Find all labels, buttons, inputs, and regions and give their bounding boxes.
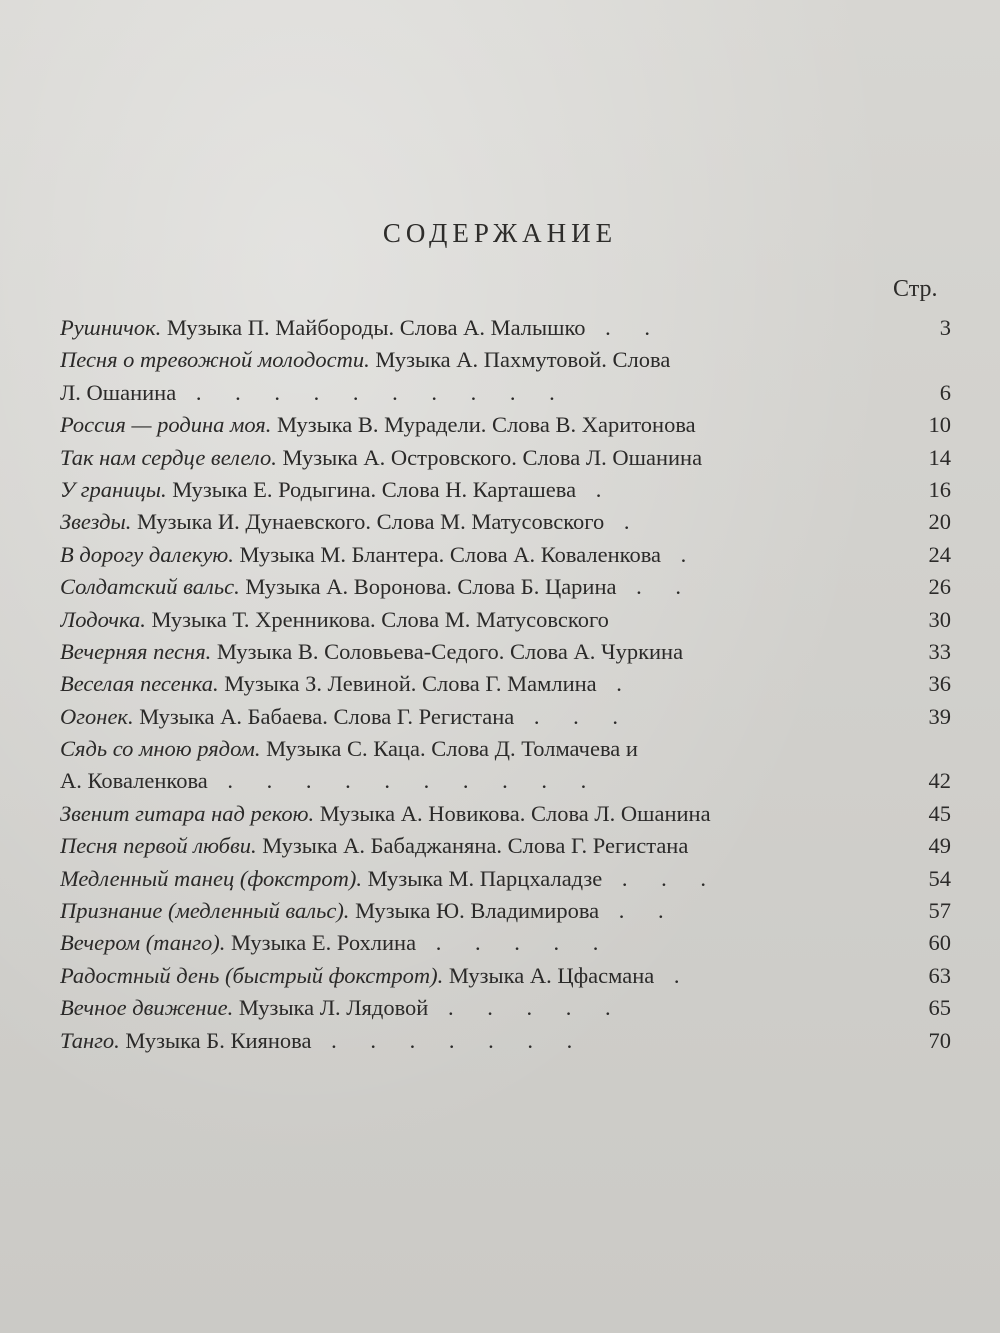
song-credits: Музыка М. Блантера. Слова А. Коваленкова (233, 541, 662, 567)
song-title: Огонек. (60, 703, 134, 729)
leader-dots: . . (599, 898, 678, 924)
page-number: 26 (928, 574, 951, 600)
contents-heading: СОДЕРЖАНИЕ (382, 218, 618, 248)
toc-entry-line (60, 1025, 900, 1057)
page-number: 33 (928, 638, 951, 664)
toc-entry-line (60, 474, 900, 506)
toc-entry (0, 442, 1000, 474)
page-number: 70 (928, 1027, 951, 1053)
page-number: 30 (928, 606, 951, 632)
toc-entry-line (60, 863, 900, 895)
leader-dots: . (596, 671, 636, 697)
toc-entry-line (60, 960, 900, 992)
song-credits: Музыка И. Дунаевского. Слова М. Матусовского (131, 509, 605, 535)
page-number: 60 (928, 930, 951, 956)
toc-entry-line (60, 668, 900, 700)
toc-entry-line (60, 312, 900, 344)
song-credits: Музыка А. Пахмутовой. Слова (369, 347, 671, 373)
song-title: Признание (медленный вальс). (60, 898, 350, 924)
song-title: Радостный день (быстрый фокстрот). (60, 962, 444, 988)
song-title: Так нам сердце велело. (60, 444, 277, 470)
song-title: Вечерняя песня. (60, 638, 212, 664)
page-number: 36 (928, 671, 951, 697)
page-number: 20 (928, 509, 951, 535)
song-credits: Музыка Л. Лядовой (233, 995, 429, 1021)
song-title: Рушничок. (60, 315, 162, 340)
toc-entry (0, 733, 1000, 798)
toc-entry (0, 992, 1000, 1024)
toc-entry-continuation (60, 377, 900, 409)
song-title: Вечером (танго). (60, 930, 226, 956)
song-title: Звенит гитара над рекою. (60, 800, 315, 826)
leader-dots: . (604, 509, 644, 535)
toc-entry (0, 668, 1000, 700)
page-number: 10 (928, 412, 951, 438)
leader-dots: . . . . . . . . . . (176, 379, 569, 405)
toc-entry-line (60, 733, 900, 765)
song-credits: Музыка А. Бабаева. Слова Г. Регистана (133, 703, 515, 729)
song-credits: Музыка А. Островского. Слова Л. Ошанина (276, 444, 703, 470)
song-credits: Музыка М. Парцхаладзе (362, 865, 603, 891)
leader-dots: . . . . . (428, 995, 625, 1021)
song-title: Солдатский вальс. (60, 574, 240, 600)
toc-entry (0, 636, 1000, 668)
page-number: 49 (928, 833, 951, 859)
toc-entry-line (60, 344, 900, 376)
toc-entry (0, 701, 1000, 733)
table-of-contents (0, 312, 1000, 1057)
song-credits: Музыка А. Цфасмана (443, 962, 655, 988)
page-number: 42 (928, 768, 951, 794)
toc-entry-line (60, 701, 900, 733)
toc-entry (0, 927, 1000, 959)
leader-dots: . (576, 476, 616, 502)
song-credits: Музыка Ю. Владимирова (349, 898, 600, 924)
leader-dots: . . . . . . . . . . (207, 768, 601, 794)
toc-entry (0, 960, 1000, 992)
page-number: 16 (928, 476, 951, 502)
song-title: Россия — родина моя. (60, 412, 272, 438)
toc-entry-line (60, 604, 900, 636)
page-number: 65 (928, 995, 951, 1021)
song-credits: Музыка С. Каца. Слова Д. Толмачева и (260, 736, 638, 762)
toc-entry (0, 895, 1000, 927)
toc-entry (0, 863, 1000, 895)
page-number: 54 (928, 865, 951, 891)
toc-entry (0, 312, 1000, 344)
song-credits: Музыка А. Воронова. Слова Б. Царина (239, 574, 617, 600)
page-number: 14 (928, 444, 951, 470)
toc-entry (0, 571, 1000, 603)
page-number: 6 (939, 379, 951, 405)
toc-entry (0, 506, 1000, 538)
song-title: Танго. (60, 1027, 120, 1053)
toc-entry (0, 604, 1000, 636)
page-number: 39 (928, 703, 951, 729)
song-credits: Музыка А. Новикова. Слова Л. Ошанина (314, 800, 711, 826)
song-title: Песня о тревожной молодости. (60, 347, 370, 373)
toc-entry (0, 474, 1000, 506)
toc-entry (0, 539, 1000, 571)
song-title: Звезды. (60, 509, 132, 535)
toc-entry-line (60, 798, 900, 830)
toc-entry-line (60, 409, 900, 441)
song-title: Медленный танец (фокстрот). (60, 865, 363, 891)
leader-dots: . . . (514, 703, 632, 729)
leader-dots: . . . . . (416, 930, 613, 956)
page-number: 57 (928, 898, 951, 924)
song-title: Веселая песенка. (60, 671, 219, 697)
leader-dots: . . (585, 315, 665, 340)
song-credits: Музыка Б. Киянова (119, 1027, 312, 1053)
toc-entry (0, 798, 1000, 830)
song-title: В дорогу далекую. (60, 541, 234, 567)
song-credits: Музыка В. Мурадели. Слова В. Харитонова (271, 412, 696, 438)
toc-entry-line (60, 636, 900, 668)
song-title: Вечное движение. (60, 995, 234, 1021)
toc-entry-line (60, 442, 900, 474)
toc-entry-line (60, 571, 900, 603)
leader-dots: . . . . . . . (311, 1027, 587, 1053)
leader-dots: . . (616, 574, 696, 600)
page-column-label: Стр. (893, 276, 938, 302)
toc-entry (0, 344, 1000, 409)
page-number: 3 (939, 315, 951, 340)
page-number: 24 (928, 541, 951, 567)
song-title: У границы. (60, 476, 167, 502)
toc-entry-line (60, 830, 900, 862)
toc-entry (0, 409, 1000, 441)
song-credits: Музыка Т. Хренникова. Слова М. Матусовского (145, 606, 609, 632)
leader-dots: . (654, 962, 694, 988)
toc-entry (0, 1025, 1000, 1057)
toc-entry-line (60, 539, 900, 571)
page-number: 45 (928, 800, 951, 826)
song-title: Песня первой любви. (60, 833, 257, 859)
toc-entry-line (60, 992, 900, 1024)
song-credits-continued: Л. Ошанина (60, 379, 177, 405)
song-credits: Музыка В. Соловьева-Седого. Слова А. Чуркина (211, 638, 684, 664)
toc-entry-line (60, 506, 900, 538)
toc-entry-line (60, 927, 900, 959)
song-title: Сядь со мною рядом. (60, 736, 261, 762)
leader-dots: . (661, 541, 701, 567)
page-number: 63 (928, 962, 951, 988)
toc-entry-line (60, 895, 900, 927)
song-credits: Музыка З. Левиной. Слова Г. Мамлина (218, 671, 597, 697)
toc-entry-continuation (60, 765, 900, 797)
song-credits: Музыка П. Майбороды. Слова А. Малышко (161, 315, 586, 340)
song-credits-continued: А. Коваленкова (60, 768, 208, 794)
song-credits: Музыка Е. Рохлина (225, 930, 417, 956)
leader-dots: . . . (602, 865, 721, 891)
song-credits: Музыка А. Бабаджаняна. Слова Г. Регистана (256, 833, 689, 859)
toc-entry (0, 830, 1000, 862)
song-title: Лодочка. (60, 606, 146, 632)
song-credits: Музыка Е. Родыгина. Слова Н. Карташева (166, 476, 577, 502)
